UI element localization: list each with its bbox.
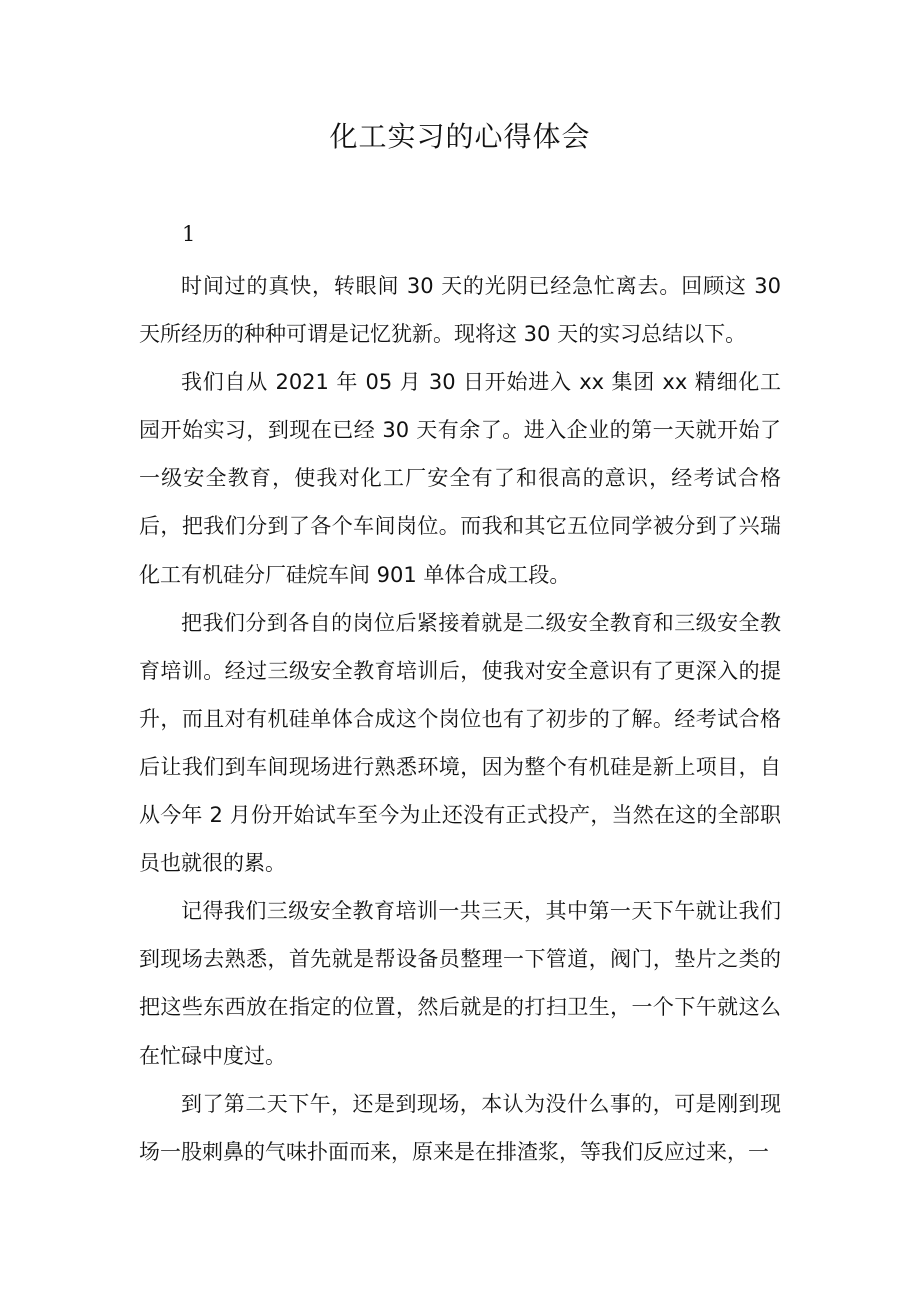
paragraph-4: 记得我们三级安全教育培训一共三天，其中第一天下午就让我们到现场去熟悉，首先就是帮设备员整理一下管道，阀门，垫片之类的把这些东西放在指定的位置，然后就是的打扫卫生，一个下午就这么在忙碌中度过。 bbox=[139, 899, 781, 1068]
paragraph-2: 我们自从 2021 年 05 月 30 日开始进入 xx 集团 xx 精细化工园开始实习，到现在已经 30 天有余了。进入企业的第一天就开始了一级安全教育，使我对化工厂安全有了和很高的意识，经考试合格后，把我们分到了各个车间岗位。而我和其它五位同学被分到了兴瑞化工有机硅分厂硅烷车间 901 单体合成工段。 bbox=[139, 370, 781, 587]
paragraph-3: 把我们分到各自的岗位后紧接着就是二级安全教育和三级安全教育培训。经过三级安全教育培训后，使我对安全意识有了更深入的提升，而且对有机硅单体合成这个岗位也有了初步的了解。经考试合格后让我们到车间现场进行熟悉环境，因为整个有机硅是新上项目，自从今年 2 月份开始试车至今为止还没有正式投产，当然在这的全部职员也就很的累。 bbox=[139, 610, 781, 876]
document-body bbox=[139, 262, 781, 1176]
document-title: 化工实习的心得体会 bbox=[329, 120, 591, 153]
section-number: 1 bbox=[182, 222, 196, 246]
paragraph-1: 时间过的真快，转眼间 30 天的光阴已经急忙离去。回顾这 30 天所经历的种种可谓是记忆犹新。现将这 30 天的实习总结以下。 bbox=[139, 274, 781, 347]
paragraph-5: 到了第二天下午，还是到现场，本认为没什么事的，可是刚到现场一股刺鼻的气味扑面而来，原来是在排渣浆，等我们反应过来，一 bbox=[139, 1091, 781, 1164]
